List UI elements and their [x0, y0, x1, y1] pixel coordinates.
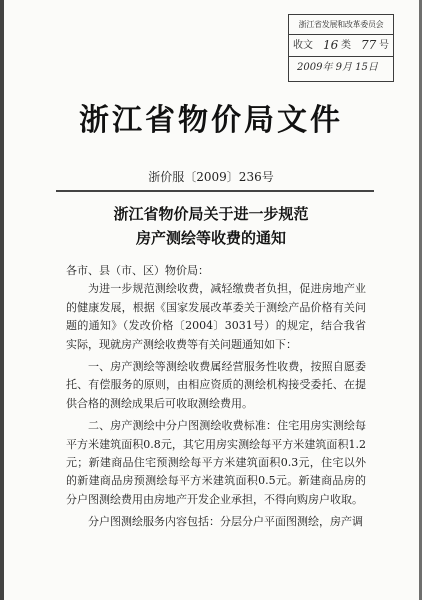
stamp-date: 2009年 9月 15日 [297, 62, 378, 73]
paragraph-2: 一、房产测绘等测绘收费属经营服务性收费，按照自愿委托、有偿服务的原则，由相应资质的测绘机构接受委托、在提供合格的测绘成果后可收取测绘费用。 [66, 360, 366, 410]
notice-subject [0, 202, 422, 250]
subject-line-2: 房产测绘等收费的通知 [135, 229, 286, 247]
notice-body [66, 262, 366, 536]
scan-edge-left [0, 0, 4, 600]
header-divider [56, 190, 374, 192]
stamp-number-row [289, 35, 393, 57]
stamp-hao-label: 号 [379, 40, 389, 51]
stamp-wen-number: 16 [323, 38, 339, 52]
stamp-lei-number: 77 [361, 38, 377, 52]
subject-line-1: 浙江省物价局关于进一步规范 [113, 205, 309, 223]
receipt-stamp [288, 14, 394, 82]
paragraph-4: 分户图测绘服务内容包括：分层分户平面图测绘，房产调 [88, 515, 363, 529]
stamp-wen-label: 收文 [293, 40, 313, 51]
stamp-lei-label: 类 [341, 40, 351, 51]
stamp-org: 浙江省发展和改革委员会 [289, 15, 393, 35]
document-title: 浙江省物价局文件 [79, 103, 343, 138]
paragraph-3: 二、房产测绘中分户图测绘收费标准：住宅用房实测绘每平方米建筑面积0.8元，其它用房实测绘每平方米建筑面积1.2元；新建商品住宅预测绘每平方米建筑面积0.3元，住宅以外的新建商品房预测绘每平方米建筑面积0.5元。新建商品房的分户图测绘费用由房地产开发企业承担，不得向购房户收取。 [66, 419, 366, 506]
paragraph-1: 为进一步规范测绘收费，减轻缴费者负担，促进房地产业的健康发展，根据《国家发展改革委关于测绘产品价格有关问题的通知》（发改价格〔2004〕3031号）的规定，结合我省实际，现就房产测绘收费等有关问题通知如下： [66, 282, 366, 351]
salutation: 各市、县（市、区）物价局： [66, 264, 209, 277]
document-number: 浙价服〔2009〕236号 [148, 170, 274, 184]
